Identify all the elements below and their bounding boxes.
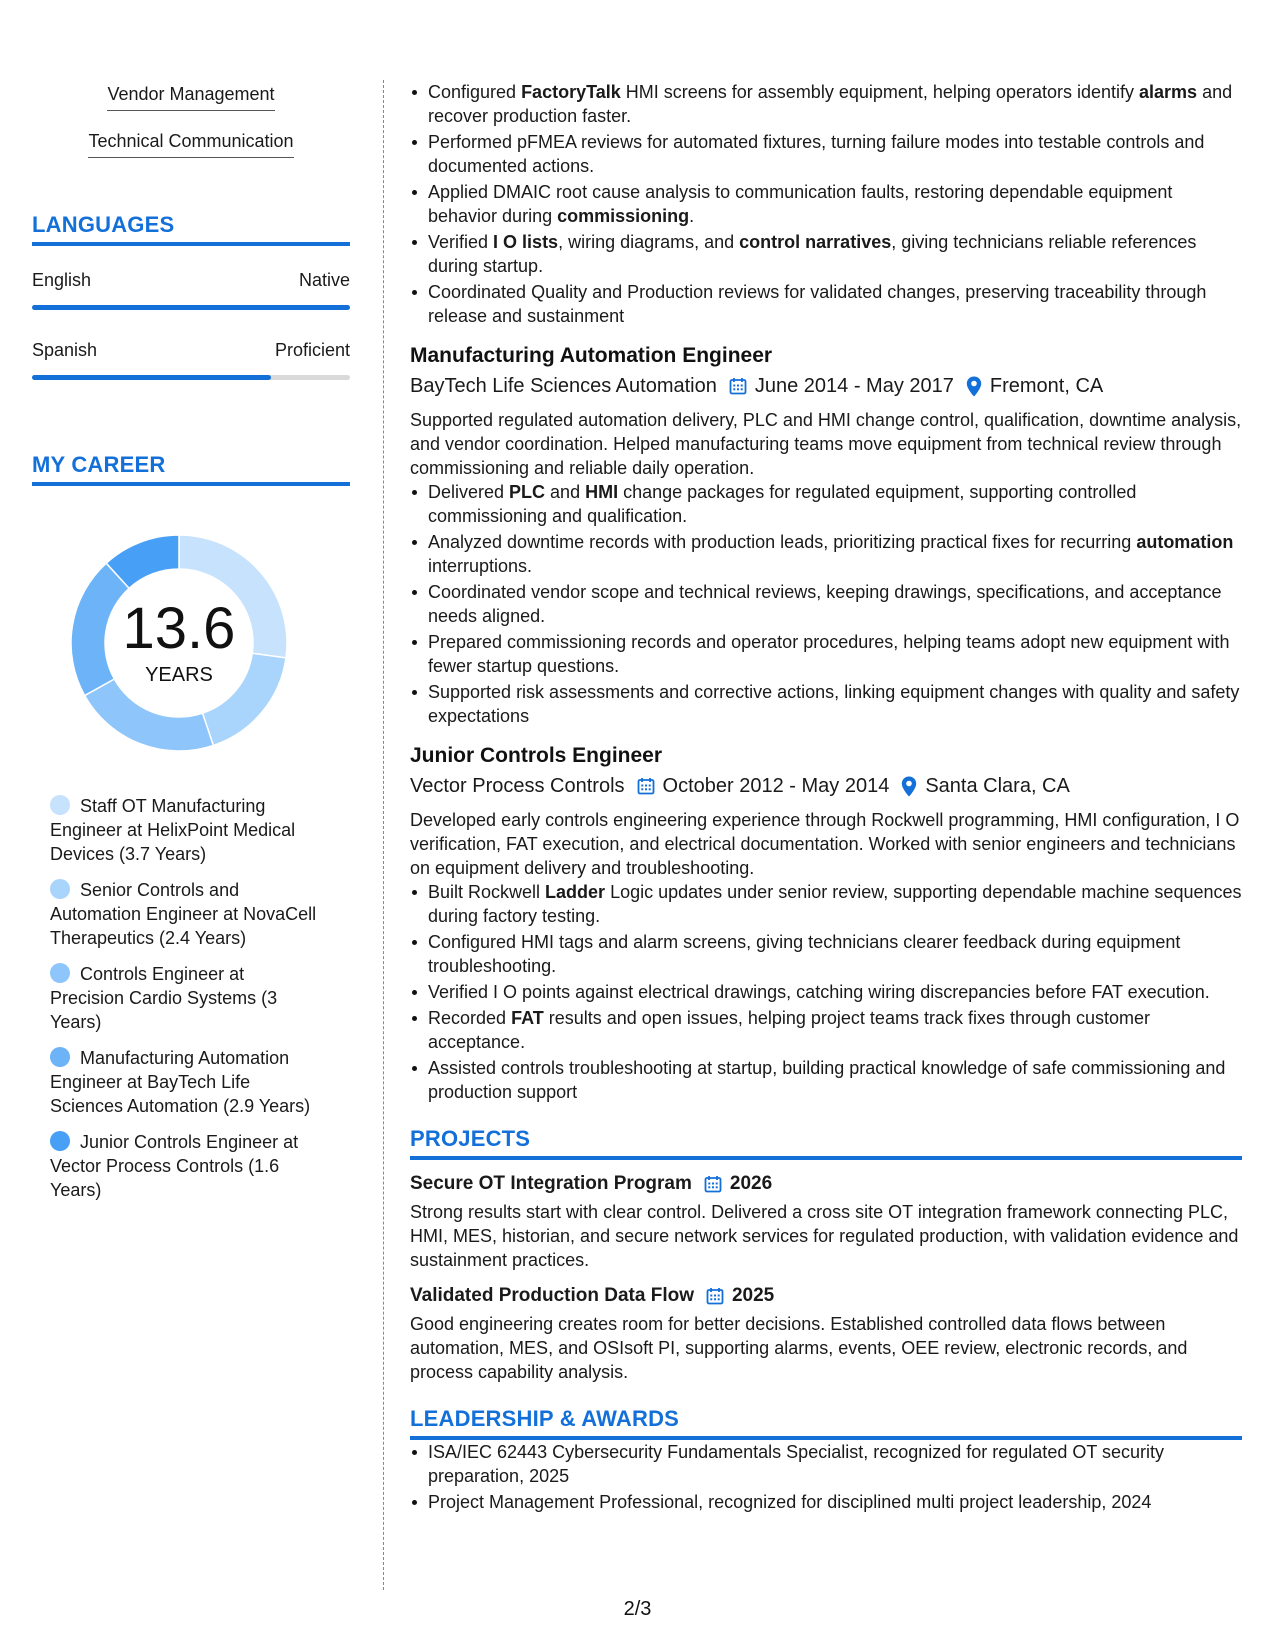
job-entry <box>410 342 1242 728</box>
bullet-text: interruptions. <box>428 556 533 576</box>
language-level: Proficient <box>274 340 350 360</box>
bullet-text: . <box>689 206 695 226</box>
job-dates: October 2012 - May 2014 <box>662 775 890 797</box>
bullet-text: Applied DMAIC root cause analysis to communication faults, restoring dependable equipment behavior during <box>428 182 1173 226</box>
legend-dot <box>50 1047 70 1067</box>
career-legend-item <box>50 962 320 1034</box>
page-number: 2/3 <box>623 1598 652 1620</box>
award-item: Project Management Professional, recognized for disciplined multi project leadership, 2024 <box>428 1490 1242 1514</box>
projects-title: PROJECTS <box>410 1126 1242 1160</box>
career-donut-chart <box>64 528 294 758</box>
job-bullets <box>410 880 1242 1104</box>
company-name: BayTech Life Sciences Automation <box>410 375 717 397</box>
bullet-item <box>428 930 1242 978</box>
bullet-text: Performed pFMEA reviews for automated fixtures, turning failure modes into testable controls and documented actions. <box>428 132 1205 176</box>
legend-dot <box>50 963 70 983</box>
job-summary: Developed early controls engineering experience through Rockwell programming, HMI configuration, I O verification, FAT execution, and electrical documentation. Worked with senior engineers and technicians on equipment delivery and troubleshooting. <box>410 810 1240 878</box>
career-legend <box>50 794 320 1202</box>
projects-list <box>410 1170 1242 1384</box>
bullet-item <box>428 880 1242 928</box>
keyword: control narratives <box>739 232 892 252</box>
career-legend-item <box>50 1130 320 1202</box>
bullet-item <box>428 80 1242 128</box>
bullet-item <box>428 630 1242 678</box>
project-item <box>410 1170 1242 1272</box>
skills-list <box>32 80 350 174</box>
language-bar <box>32 375 350 380</box>
skill-item: Vendor Management <box>107 80 274 111</box>
career-title: MY CAREER <box>32 452 350 486</box>
job-entry <box>410 742 1242 1104</box>
bullet-item <box>428 530 1242 578</box>
keyword: commissioning <box>557 206 690 226</box>
keyword: FAT <box>511 1008 544 1028</box>
career-legend-item <box>50 1046 320 1118</box>
bullet-text: Prepared commissioning records and operator procedures, helping teams adopt new equipment with fewer startup questions. <box>428 632 1230 676</box>
calendar-icon <box>637 777 655 795</box>
bullet-text: results and open issues, helping project teams track fixes through customer acceptance. <box>428 1008 1151 1052</box>
main-content <box>410 80 1242 1516</box>
project-name: Secure OT Integration Program <box>410 1173 692 1194</box>
previous-job-bullets <box>410 80 1242 328</box>
job-meta <box>410 772 1242 800</box>
keyword: alarms <box>1139 82 1198 102</box>
bullet-item <box>428 680 1242 728</box>
bullet-text: Recorded <box>428 1008 512 1028</box>
bullet-text: Supported risk assessments and corrective actions, linking equipment changes with quality and safety expectations <box>428 682 1240 726</box>
keyword: Ladder <box>545 882 606 902</box>
skill-item: Technical Communication <box>88 127 293 158</box>
language-item <box>32 340 350 380</box>
bullet-text: Coordinated vendor scope and technical reviews, keeping drawings, specifications, and acceptance needs aligned. <box>428 582 1222 626</box>
language-bar <box>32 305 350 310</box>
bullet-text: Delivered <box>428 482 510 502</box>
awards-section <box>410 1406 1242 1514</box>
project-name: Validated Production Data Flow <box>410 1285 694 1306</box>
career-legend-item <box>50 794 320 866</box>
bullet-text: , wiring diagrams, and <box>558 232 740 252</box>
bullet-text: Assisted controls troubleshooting at startup, building practical knowledge of safe commissioning and production support <box>428 1058 1226 1102</box>
bullet-text: Analyzed downtime records with production leads, prioritizing practical fixes for recurring <box>428 532 1137 552</box>
keyword: PLC <box>509 482 546 502</box>
language-item <box>32 270 350 310</box>
awards-list <box>410 1440 1242 1514</box>
bullet-text: Logic updates under senior review, supporting dependable machine sequences during factory testing. <box>428 882 1242 926</box>
bullet-item <box>428 280 1242 328</box>
bullet-item <box>428 1006 1242 1054</box>
legend-dot <box>50 879 70 899</box>
project-description: Good engineering creates room for better decisions. Established controlled data flows between automation, MES, and OSIsoft PI, supporting alarms, events, OEE review, electronic records, and process capability analysis. <box>410 1314 1188 1382</box>
project-year: 2025 <box>731 1285 775 1306</box>
project-description: Strong results start with clear control. Delivered a cross site OT integration framework connecting PLC, HMI, MES, historian, and secure network services for regulated production, with validation evidence and sustainment practices. <box>410 1202 1239 1270</box>
keyword: FactoryTalk <box>521 82 621 102</box>
career-total: 13.6 <box>122 596 236 661</box>
job-dates: June 2014 - May 2017 <box>754 375 954 397</box>
job-bullets <box>410 480 1242 728</box>
bullet-text: and <box>545 482 586 502</box>
calendar-icon <box>704 1175 722 1193</box>
location-pin-icon <box>966 376 982 397</box>
languages-title: LANGUAGES <box>32 212 350 246</box>
job-location: Santa Clara, CA <box>925 775 1070 797</box>
career-legend-item <box>50 878 320 950</box>
language-name: Spanish <box>32 340 98 360</box>
legend-dot <box>50 795 70 815</box>
career-unit: YEARS <box>145 664 213 686</box>
bullet-item <box>428 180 1242 228</box>
bullet-item <box>428 1056 1242 1104</box>
bullet-text: change packages for regulated equipment, supporting controlled commissioning and qualification. <box>428 482 1137 526</box>
bullet-item <box>428 230 1242 278</box>
awards-title: LEADERSHIP & AWARDS <box>410 1406 1242 1440</box>
sidebar <box>32 80 350 1214</box>
bullet-text: Configured HMI tags and alarm screens, giving technicians clearer feedback during equipment troubleshooting. <box>428 932 1181 976</box>
calendar-icon <box>706 1287 724 1305</box>
bullet-item <box>428 130 1242 178</box>
bullet-text: Configured <box>428 82 522 102</box>
bullet-item <box>428 480 1242 528</box>
award-item: ISA/IEC 62443 Cybersecurity Fundamentals Specialist, recognized for regulated OT security preparation, 2025 <box>428 1440 1242 1488</box>
legend-dot <box>50 1131 70 1151</box>
bullet-text: , giving technicians reliable references during startup. <box>428 232 1197 276</box>
career-section <box>32 452 350 1202</box>
projects-section <box>410 1126 1242 1384</box>
career-legend-text: Senior Controls and Automation Engineer at NovaCell Therapeutics (2.4 Years) <box>50 880 317 948</box>
career-legend-text: Controls Engineer at Precision Cardio Systems (3 Years) <box>50 964 278 1032</box>
language-bar-fill <box>32 375 271 380</box>
bullet-text: Built Rockwell <box>428 882 546 902</box>
bullet-item <box>428 980 1242 1004</box>
language-level: Native <box>298 270 350 290</box>
bullet-item <box>428 580 1242 628</box>
keyword: I O lists <box>493 232 559 252</box>
keyword: HMI <box>585 482 619 502</box>
bullet-text: and recover production faster. <box>428 82 1233 126</box>
experience-list <box>410 342 1242 1104</box>
job-summary: Supported regulated automation delivery, PLC and HMI change control, qualification, downtime analysis, and vendor coordination. Helped manufacturing teams move equipment from technical review through commissioning and reliable daily operation. <box>410 410 1242 478</box>
bullet-text: Coordinated Quality and Production reviews for validated changes, preserving traceability through release and sustainment <box>428 282 1207 326</box>
job-title: Junior Controls Engineer <box>410 744 663 767</box>
bullet-text: Verified <box>428 232 494 252</box>
column-divider <box>383 80 384 1590</box>
keyword: automation <box>1136 532 1234 552</box>
languages-section <box>32 212 350 380</box>
bullet-text: HMI screens for assembly equipment, helping operators identify <box>620 82 1140 102</box>
location-pin-icon <box>901 776 917 797</box>
language-bar-fill <box>32 305 350 310</box>
job-location: Fremont, CA <box>989 375 1104 397</box>
bullet-text: Verified I O points against electrical drawings, catching wiring discrepancies before FAT execution. <box>428 982 1210 1002</box>
company-name: Vector Process Controls <box>410 775 625 797</box>
project-year: 2026 <box>729 1173 773 1194</box>
language-name: English <box>32 270 92 290</box>
job-title: Manufacturing Automation Engineer <box>410 344 773 367</box>
job-meta <box>410 372 1242 400</box>
calendar-icon <box>729 377 747 395</box>
project-item <box>410 1282 1242 1384</box>
career-legend-text: Junior Controls Engineer at Vector Process Controls (1.6 Years) <box>50 1132 299 1200</box>
career-legend-text: Staff OT Manufacturing Engineer at HelixPoint Medical Devices (3.7 Years) <box>50 796 296 864</box>
career-legend-text: Manufacturing Automation Engineer at BayTech Life Sciences Automation (2.9 Years) <box>50 1048 311 1116</box>
